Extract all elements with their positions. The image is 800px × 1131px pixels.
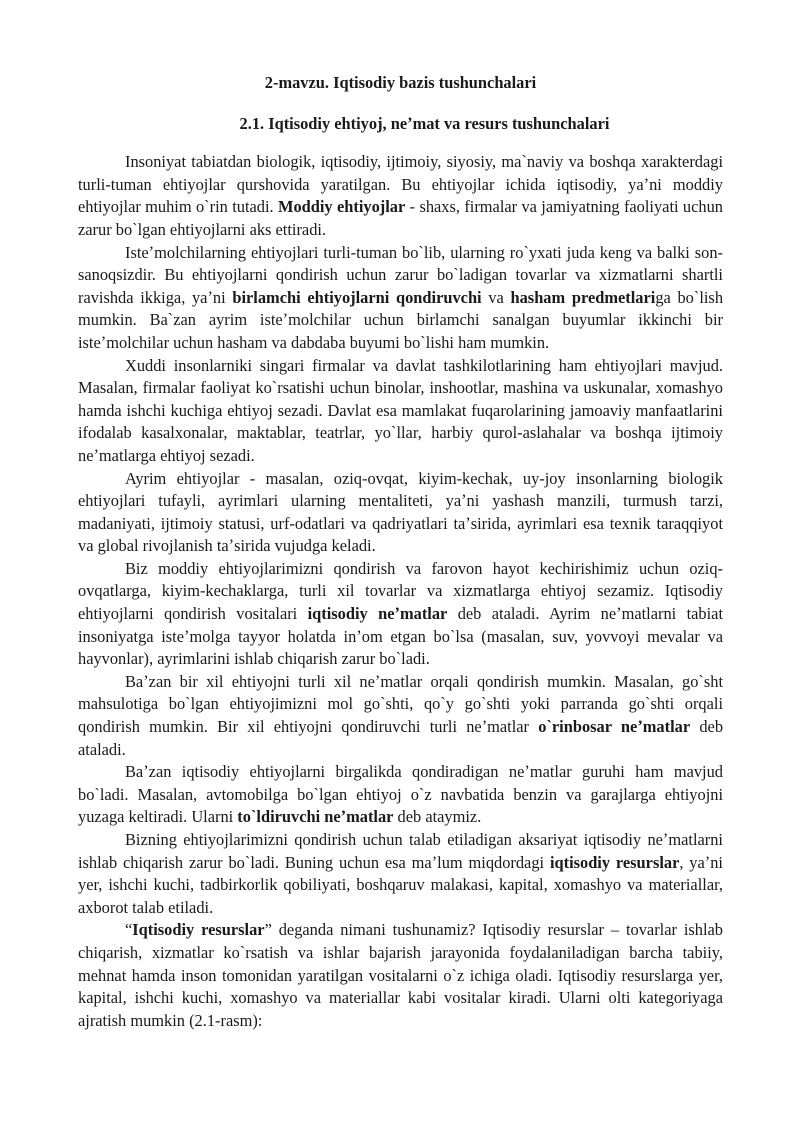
bold-term: birlamchi ehtiyojlarni qondiruvchi <box>232 287 482 307</box>
paragraph <box>78 151 723 241</box>
paragraph <box>78 671 723 761</box>
text-segment: deb ataladi. <box>78 717 724 759</box>
paragraph <box>78 761 723 829</box>
bold-term: Iqtisodiy resurslar <box>132 920 265 940</box>
text-segment: Xuddi insonlarniki singari firmalar va davlat tashkilotlarining ham ehtiyojlari mavjud. Masalan, firmalar faoliyat ko`rsatishi uchun binolar, inshootlar, mashina va uskunalar, xomashyo hamda ishchi kuchiga ehtiyoj sezadi. Davlat esa mamlakat fuqarolarining jamoaviy manfaatlarini ifodalab kasalxonalar, maktablar, teatrlar, yo`llar, harbiy qurol-aslahalar va boshqa ijtimoiy neʼmatlarga ehtiyoj sezadi. <box>78 355 723 465</box>
text-segment: deb ataladi. Ayrim neʼmatlarni tabiat insoniyatga isteʼmolga tayyor holatda inʼom etgan bo`lsa (masalan, suv, yovvoyi mevalar va hayvonlar), ayrimlarini ishlab chiqarish zarur bo`ladi. <box>78 604 724 669</box>
text-segment: ” deganda nimani tushunamiz? Iqtisodiy resurslar – tovarlar ishlab chiqarish, xizmatlar ko`rsatish va ishlar bajarish jarayonida foydalaniladigan barcha tabiiy, mehnat hamda inson tomonidan yaratilgan vositalarni o`z ichiga oladi. Iqtisodiy resurslarga yer, kapital, ishchi kuchi, xomashyo va materiallar kabi vositalar kiradi. Ularni olti kategoriyaga ajratish mumkin (2.1-rasm): <box>78 920 723 1030</box>
paragraph <box>78 242 723 355</box>
text-segment: Insoniyat tabiatdan biologik, iqtisodiy, ijtimoiy, siyosiy, ma`naviy va boshqa xarakterdagi turli-tuman ehtiyojlar qurshovida yaratilgan. Bu ehtiyojlar ichida iqtisodiy, yaʼni moddiy ehtiyojlar muhim o`rin tutadi. <box>78 152 723 217</box>
text-segment: Baʼzan iqtisodiy ehtiyojlarni birgalikda qondiradigan neʼmatlar guruhi ham mavjud bo`ladi. Masalan, avtomobilga bo`lgan ehtiyoj o`z navbatida benzin va garajlarga ehtiyojni yuzaga keltiradi. Ularni <box>78 762 723 827</box>
text-segment: Biz moddiy ehtiyojlarimizni qondirish va farovon hayot kechirishimiz uchun oziq-ovqatlarga, kiyim-kechaklarga, turli xil tovarlar va xizmatlarga ehtiyoj sezamiz. Iqtisodiy ehtiyojlarni qondirish vositalari <box>78 558 723 624</box>
text-segment: va <box>481 287 511 307</box>
paragraph <box>78 558 723 671</box>
paragraph <box>78 468 723 558</box>
paragraph <box>78 355 723 468</box>
bold-term: Moddiy ehtiyojlar <box>277 197 406 217</box>
text-segment: , yaʼni yer, ishchi kuchi, tadbirkorlik qobiliyati, boshqaruv malakasi, kapital, xomashyo va materiallar, axborot talab etiladi. <box>78 852 723 917</box>
section-heading: 2.1. Iqtisodiy ehtiyoj, neʼmat va resurs tushunchalari <box>239 113 610 133</box>
text-segment: - shaxs, firmalar va jamiyatning faoliyati uchun zarur bo`lgan ehtiyojlarni aks ettiradi. <box>78 197 723 239</box>
bold-term: iqtisodiy resurslar <box>549 852 680 872</box>
bold-term: to`ldiruvchi neʼmatlar <box>237 807 394 827</box>
text-segment: Bizning ehtiyojlarimizni qondirish uchun talab etiladigan aksariyat iqtisodiy neʼmatlarni ishlab chiqarish zarur bo`ladi. Buning uchun esa maʼlum miqdordagi <box>78 830 723 872</box>
text-segment: deb ataymiz. <box>393 807 482 827</box>
text-segment: Isteʼmolchilarning ehtiyojlari turli-tuman bo`lib, ularning ro`yxati juda keng va balki son-sanoqsizdir. Bu ehtiyojlarni qondirish uchun zarur bo`ladigan tovarlar va xizmatlarni shartli ravishda ikkiga, yaʼni <box>78 242 723 307</box>
text-segment: ga bo`lish mumkin. Ba`zan ayrim isteʼmolchilar uchun birlamchi sanalgan buyumlar ikkinchi bir isteʼmolchilar uchun hasham va dabdaba buyumi bo`lishi ham mumkin. <box>78 287 724 352</box>
document-page <box>78 72 723 1032</box>
text-segment: “ <box>125 920 133 940</box>
text-segment: Baʼzan bir xil ehtiyojni turli xil neʼmatlar orqali qondirish mumkin. Masalan, go`sht mahsulotiga bo`lgan ehtiyojimizni mol go`shti, qo`y go`shti yoki parranda go`shti orqali qondirish mumkin. Bir xil ehtiyojni qondiruvchi turli neʼmatlar <box>78 671 723 737</box>
body-text <box>78 151 723 1032</box>
bold-term: iqtisodiy neʼmatlar <box>307 604 448 624</box>
page-title: 2-mavzu. Iqtisodiy bazis tushunchalari <box>264 73 537 92</box>
paragraph <box>78 919 723 1032</box>
paragraph <box>78 829 723 919</box>
bold-term: hasham predmetlari <box>510 287 656 307</box>
bold-term: o`rinbosar neʼmatlar <box>538 717 691 737</box>
text-segment: Ayrim ehtiyojlar - masalan, oziq-ovqat, kiyim-kechak, uy-joy insonlarning biologik ehtiyojlari tufayli, ayrimlari ularning mentaliteti, yaʼni yashash manzili, turmush tarzi, madaniyati, ijtimoiy statusi, urf-odatlari va qadriyatlari taʼsirida, ayrimlari esa texnik taraqqiyot va global rivojlanish taʼsirida vujudga keladi. <box>78 468 723 556</box>
